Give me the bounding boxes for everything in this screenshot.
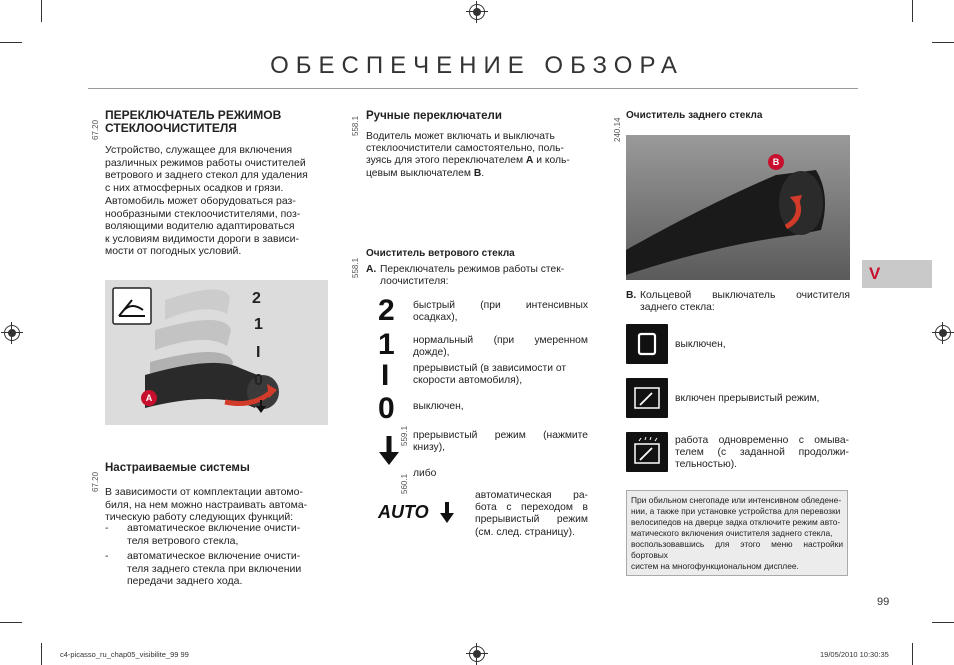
registration-mark-icon bbox=[935, 325, 951, 341]
section-code: 558.1 bbox=[351, 115, 360, 136]
section-code: 67.20 bbox=[91, 119, 100, 140]
rear-wiper-off-icon bbox=[626, 324, 668, 364]
mode-fast-text: быстрый (при интенсивных осадках), bbox=[413, 300, 588, 324]
state-washer-text: работа одновременно с омыва- телем (с заданной продолжи- тельностью). bbox=[675, 435, 849, 471]
snow-notice-box: При обильном снегопаде или интенсивном обледене- нии, а также при установке устройства для перевозки велосипедов на дверце задка отключите режим авто- матического включения очистителя заднего стекла, воспользовавшись для этого меню настройки бортовых систем на многофункциональном дисплее. bbox=[626, 490, 848, 576]
section-code: 67.20 bbox=[91, 471, 100, 492]
scale-label: 1 bbox=[254, 316, 263, 333]
footer-filename: c4-picasso_ru_chap05_visibilite_99 99 bbox=[60, 650, 189, 659]
intro-paragraph: Устройство, служащее для включения различных режимов работы очистителей ветрового и заднего стекол для удаления с них атмосферных осадков и грязи. bbox=[105, 144, 308, 194]
mode-off-symbol: 0 bbox=[378, 392, 395, 425]
crop-mark bbox=[0, 622, 22, 623]
section-heading: Ручные переключатели bbox=[366, 110, 502, 122]
crop-mark bbox=[41, 0, 42, 22]
title-rule bbox=[88, 88, 858, 89]
section-code: 240.14 bbox=[613, 117, 622, 142]
wiper-stalk-illustration bbox=[105, 280, 328, 425]
section-heading: ПЕРЕКЛЮЧАТЕЛЬ РЕЖИМОВ СТЕКЛООЧИСТИТЕЛЯ bbox=[105, 108, 282, 135]
mode-press-down-text: прерывистый режим (нажмите книзу), bbox=[413, 430, 588, 454]
rear-wiper-intermittent-icon bbox=[626, 378, 668, 418]
chapter-tab: V bbox=[862, 260, 932, 288]
section-heading: Очиститель заднего стекла bbox=[626, 110, 763, 121]
custom-systems-paragraph: В зависимости от комплектации автомо- биля, на нем можно настраивать автома- тическую работу следующих функций: bbox=[105, 486, 308, 523]
or-text: либо bbox=[413, 468, 437, 479]
crop-mark bbox=[932, 622, 954, 623]
section-code: 560.1 bbox=[400, 473, 409, 494]
registration-mark-icon bbox=[469, 4, 485, 20]
auto-symbol: AUTO bbox=[378, 502, 429, 524]
options-paragraph: Автомобиль может оборудоваться раз- нообразными стеклоочистителями, поз- воляющими водителю адаптироваться к условиям видимости дороги в зависи- мости от погодных условий. bbox=[105, 195, 301, 257]
mode-fast-symbol: 2 bbox=[378, 294, 395, 327]
switch-b-description: B. Кольцевой выключатель очистителя заднего стекла: bbox=[626, 290, 850, 314]
mode-intermittent-text: прерывистый (в зависимости от скорости автомобиля), bbox=[413, 363, 567, 387]
page-number: 99 bbox=[877, 596, 890, 608]
callout-b: B bbox=[768, 154, 784, 170]
section-heading: Настраиваемые системы bbox=[105, 462, 250, 474]
page-title: ОБЕСПЕЧЕНИЕ ОБЗОРА bbox=[270, 52, 684, 79]
state-off-text: выключен, bbox=[675, 339, 726, 350]
scale-label: 0 bbox=[254, 372, 263, 389]
crop-mark bbox=[41, 643, 42, 665]
callout-a: A bbox=[141, 390, 157, 406]
auto-down-arrow-icon bbox=[440, 502, 454, 524]
crop-mark bbox=[912, 0, 913, 22]
wiper-stalk-photo bbox=[105, 280, 328, 425]
state-intermittent-text: включен прерывистый режим, bbox=[675, 393, 820, 404]
section-heading: Очиститель ветрового стекла bbox=[366, 248, 515, 259]
manual-switches-paragraph: Водитель может включать и выключать стеклоочистители самостоятельно, поль- зуясь для этого переключателем A и коль- цевым выключателем B. bbox=[366, 131, 570, 179]
rear-wiper-stalk-illustration bbox=[626, 135, 850, 280]
mode-intermittent-symbol: I bbox=[381, 359, 390, 392]
section-code: 558.1 bbox=[351, 257, 360, 278]
footer-timestamp: 19/05/2010 10:30:35 bbox=[820, 650, 889, 659]
crop-mark bbox=[0, 42, 22, 43]
mode-off-text: выключен, bbox=[413, 401, 464, 412]
scale-label: I bbox=[256, 344, 261, 361]
registration-mark-icon bbox=[4, 325, 20, 341]
bullet-item: - автоматическое включение очисти- теля заднего стекла при включении передачи заднего хода. bbox=[105, 550, 302, 587]
registration-mark-icon bbox=[469, 646, 485, 662]
scale-label: 2 bbox=[252, 290, 261, 307]
mode-press-down-arrow-icon bbox=[379, 436, 399, 466]
crop-mark bbox=[932, 42, 954, 43]
auto-mode-text: автоматическая ра- бота с переходом в прерывистый режим (см. след. страницу). bbox=[475, 490, 588, 538]
bullet-item: - автоматическое включение очисти- теля ветрового стекла, bbox=[105, 522, 301, 547]
mode-normal-symbol: 1 bbox=[378, 328, 395, 361]
switch-a-description: A. Переключатель режимов работы стек- лоочистителя: bbox=[366, 264, 565, 288]
mode-normal-text: нормальный (при умеренном дожде), bbox=[413, 335, 588, 359]
rear-wiper-stalk-photo bbox=[626, 135, 850, 280]
section-code: 559.1 bbox=[400, 425, 409, 446]
crop-mark bbox=[912, 643, 913, 665]
rear-wiper-washer-icon bbox=[626, 432, 668, 472]
scale-down-arrow-icon bbox=[255, 400, 267, 414]
